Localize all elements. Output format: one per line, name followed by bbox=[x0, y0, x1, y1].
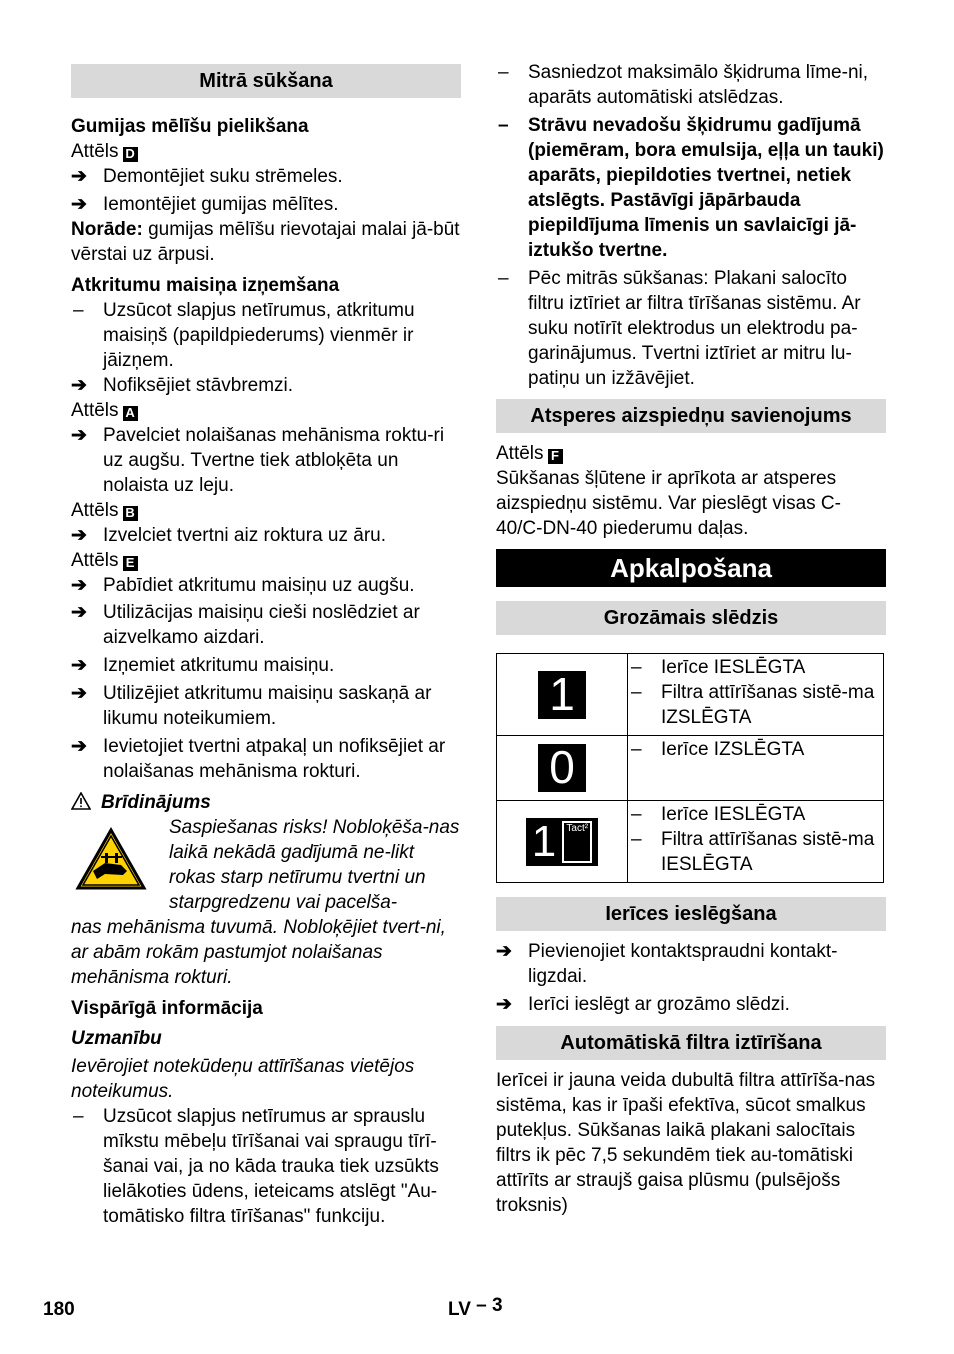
switch-positions-table bbox=[496, 653, 884, 883]
warning-triangle-icon bbox=[71, 792, 91, 810]
section-title-rotary-switch: Grozāmais slēdzis bbox=[496, 601, 886, 635]
step-pull-handle: ➔ Pavelciet nolaišanas mehānisma roktu-ri uz augšu. Tvertne tiek atbloķēta un nolaista uz leju. bbox=[71, 425, 445, 496]
arrow-icon: ➔ bbox=[71, 166, 87, 187]
section-title-switch-on: Ierīces ieslēgšana bbox=[496, 897, 886, 931]
step-plug-in: ➔ Pievienojiet kontaktspraudni kontakt-ligzdai. bbox=[496, 941, 838, 987]
arrow-icon: ➔ bbox=[71, 575, 87, 596]
note: Norāde: gumijas mēlīšu rievotajai malai jā-būt vērstai uz ārpusi. bbox=[71, 219, 460, 265]
arrow-icon: ➔ bbox=[71, 425, 87, 446]
step-remove-bag: ➔ Izņemiet atkritumu maisiņu. bbox=[71, 655, 335, 676]
switch-position-1-icon: 1 bbox=[538, 671, 586, 719]
switch-position-tact-icon: 1 Tact² bbox=[526, 818, 598, 866]
table-row: 1 – Ierīce IESLĒGTA – Filtra attīrīšanas sistē-ma IZSLĒGTA bbox=[497, 654, 884, 736]
figure-ref-a: Attēls A bbox=[71, 398, 461, 423]
figure-ref-f: Attēls F bbox=[496, 441, 886, 466]
step-switch-on: ➔ Ierīci ieslēgt ar grozāmo slēdzi. bbox=[496, 994, 790, 1015]
right-column bbox=[496, 64, 886, 1218]
arrow-icon: ➔ bbox=[71, 194, 87, 215]
step-take-out-container: ➔ Izvelciet tvertni aiz roktura uz āru. bbox=[71, 525, 386, 546]
suction-info: – Uzsūcot slapjus netīrumus ar sprauslu mīkstu mēbeļu tīrīšanai vai spraugu tīrī-šanai vai, ja no kāda trauka tiek uzsūkts lielākoties ūdens, ieteicams atslēgt "Au-tomātisko filtra tīrīšanas" funkciju. bbox=[73, 1106, 439, 1227]
arrow-icon: ➔ bbox=[71, 602, 87, 623]
figure-ref-d: Attēls D bbox=[71, 139, 461, 164]
step-insert-rubber-lips: ➔ Iemontējiet gumijas mēlītes. bbox=[71, 194, 339, 215]
warning-text-continued: nas mehānisma tuvumā. Nobloķējiet tvert-ni, ar abām rokām pastumjot nolaišanas mehānisma rokturi. bbox=[71, 917, 446, 988]
arrow-icon: ➔ bbox=[71, 655, 87, 676]
arrow-icon: ➔ bbox=[71, 683, 87, 704]
max-level-info: – Sasniedzot maksimālo šķidruma līme-ni, aparāts automātiski atslēdzas. bbox=[498, 62, 869, 108]
arrow-icon: ➔ bbox=[71, 525, 87, 546]
figure-ref-b: Attēls B bbox=[71, 498, 461, 523]
spring-clamp-text: Sūkšanas šļūtene ir aprīkota ar atsperes aizspiedņu sistēmu. Var pieslēgt visas C-40/C-DN-40 piederumu daļas. bbox=[496, 468, 841, 539]
left-column bbox=[71, 64, 461, 1229]
section-title-auto-filter-cleaning: Automātiskā filtra iztīrīšana bbox=[496, 1026, 886, 1060]
after-wet-suction-info: – Pēc mitrās sūkšanas: Plakani salocīto filtru iztīriet ar filtra tīrīšanas sistēmu. Ar suku notīrīt elektrodus un elektrodu pa-garinājumus. Tvertni iztīriet ar mitru lu-patiņu un izžāvējiet. bbox=[498, 268, 861, 389]
subheading-general-info: Vispārīgā informācija bbox=[71, 998, 263, 1019]
step-remove-brush-strips: ➔ Demontējiet suku strēmeles. bbox=[71, 166, 343, 187]
step-dispose-bag: ➔ Utilizējiet atkritumu maisiņu saskaņā ar likumu noteikumiem. bbox=[71, 683, 432, 729]
arrow-icon: ➔ bbox=[496, 941, 512, 962]
step-push-bag-up: ➔ Pabīdiet atkritumu maisiņu uz augšu. bbox=[71, 575, 415, 596]
warning-heading: Brīdinājums bbox=[71, 790, 461, 815]
section-title-wet-suction: Mitrā sūkšana bbox=[71, 64, 461, 98]
step-close-bag: ➔ Utilizācijas maisiņu cieši noslēdziet ar aizvelkamo aizdari. bbox=[71, 602, 420, 648]
chapter-title-operation: Apkalpošana bbox=[496, 549, 886, 587]
arrow-icon: ➔ bbox=[71, 736, 87, 757]
arrow-icon: ➔ bbox=[496, 994, 512, 1015]
arrow-icon: ➔ bbox=[71, 375, 87, 396]
step-replace-container: ➔ Ievietojiet tvertni atpakaļ un nofiksējiet ar nolaišanas mehānisma rokturi. bbox=[71, 736, 446, 782]
step-parking-brake: ➔ Nofiksējiet stāvbremzi. bbox=[71, 375, 294, 396]
language-code: LV – 3 bbox=[448, 1295, 503, 1320]
switch-position-0-icon: 0 bbox=[538, 744, 586, 792]
table-row: 0 – Ierīce IZSLĒGTA bbox=[497, 736, 884, 801]
section-title-spring-clamp: Atsperes aizspiedņu savienojums bbox=[496, 399, 886, 433]
hand-crush-hazard-icon bbox=[75, 827, 147, 891]
warning-block: Saspiešanas risks! Nobloķēša-nas laikā nekādā gadījumā ne-likt rokas starp netīrumu tvertni un starpgredzenu vai pacelša- bbox=[71, 815, 461, 915]
caution-text: Ievērojiet notekūdeņu attīrīšanas vietējos noteikumus. bbox=[71, 1056, 415, 1102]
page-number: 180 bbox=[43, 1299, 75, 1320]
subheading-bag-removal: Atkritumu maisiņa izņemšana bbox=[71, 275, 340, 296]
bag-info: – Uzsūcot slapjus netīrumus, atkritumu maisiņš (papildpiederums) vienmēr ir jāizņem. bbox=[73, 300, 415, 371]
auto-filter-text: Ierīcei ir jauna veida dubultā filtra attīrīša-nas sistēma, kas ir īpaši efektīva, sūcot smalkus putekļus. Sūkšanas laikā plakani salocītais filtrs ik pēc 7,5 sekundēm tiek au-tomātiski attīrīts ar straujš gaisa plūsmu (pulsējošs troksnis) bbox=[496, 1070, 876, 1216]
subheading-rubber-lips: Gumijas mēlīšu pielikšana bbox=[71, 116, 309, 137]
table-row: 1 Tact² – Ierīce IESLĒGTA – Filtra attīrīšanas sistē-ma IESLĒGTA bbox=[497, 801, 884, 883]
caution-heading: Uzmanību bbox=[71, 1028, 162, 1049]
non-conductive-warning: – Strāvu nevadošu šķidrumu gadījumā (piemēram, bora emulsija, eļļa un tauki) aparāts, piepildoties tvertnei, netiek atslēgts. Pastāvīgi jāpārbauda piepildījuma līmenis un savlaicīgi jā-iztukšo tvertne. bbox=[498, 115, 884, 261]
figure-ref-e: Attēls E bbox=[71, 548, 461, 573]
